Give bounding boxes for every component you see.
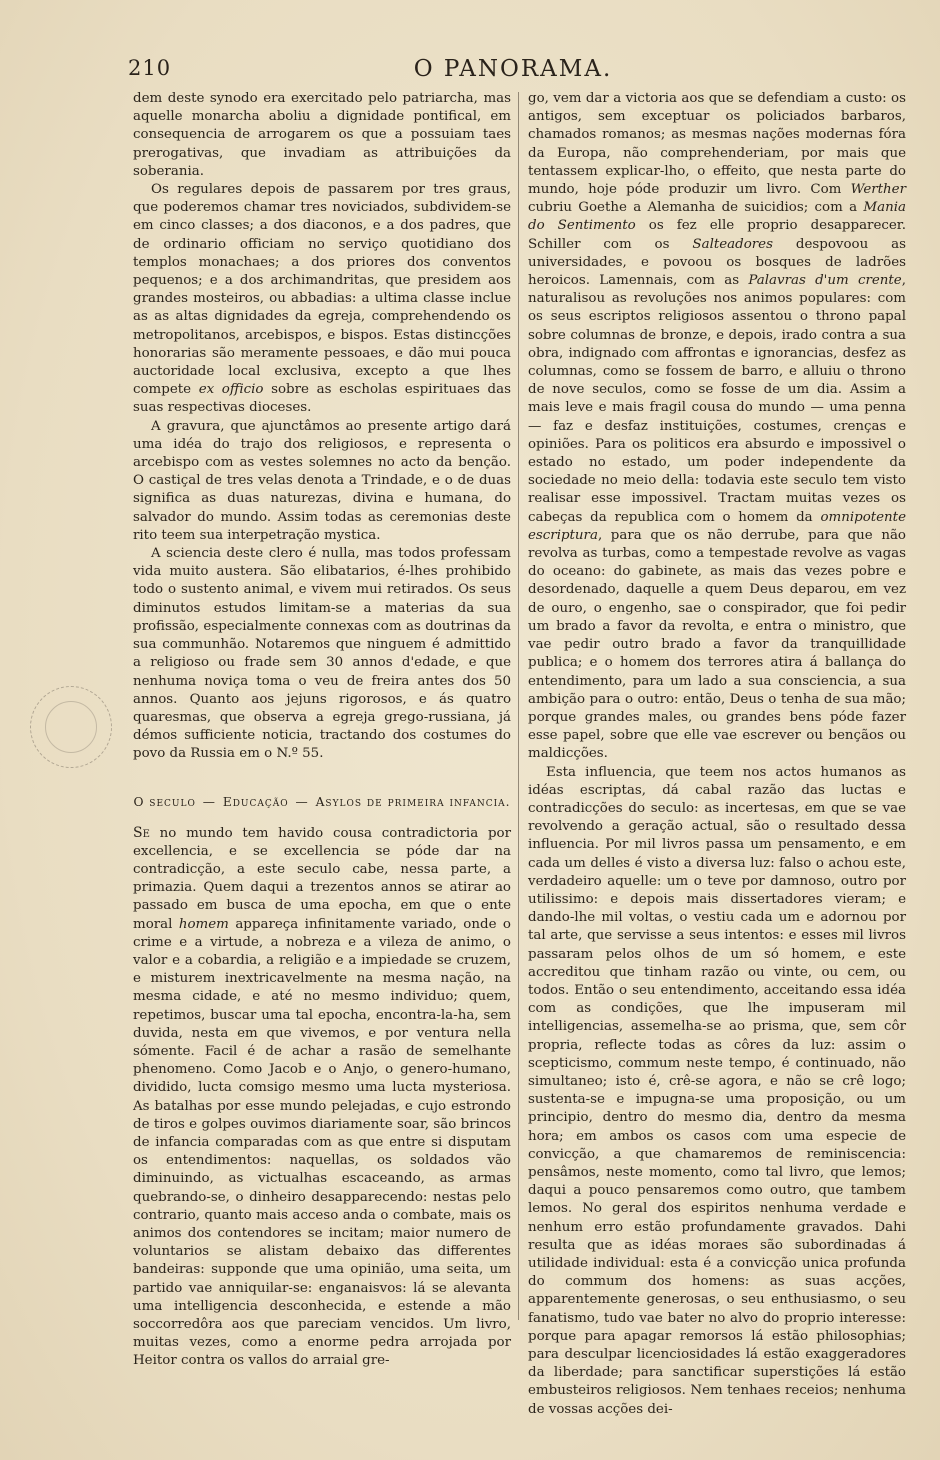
paragraph: dem deste synodo era exercitado pelo patriarcha, mas aquelle monarcha aboliu a dignidade pontifical, em consequencia de arrogarem os que a possuiam taes prerogativas, que invadiam as attribuições da soberania.	[133, 91, 511, 179]
paragraph: Se no mundo tem havido cousa contradictoria por excellencia, e se excellencia se póde dar na contradicção, a este seculo cabe, nessa parte, a primazia. Quem daqui a trezentos annos se atirar ao passado em busca de uma epocha, em que o ente moral homem appareça infinitamente variado, onde o crime e a virtude, a nobreza e a vileza de animo, o valor e a cobardia, a religião e a impiedade se cruzem, e misturem inextricavelmente na mesma nação, na mesma cidade, e até no mesmo individuo; quem, repetimos, buscar uma tal epocha, encontra-la-ha, sem duvida, nesta em que vivemos, e por ventura nella sómente. Facil é de achar a rasão de semelhante phenomeno. Como Jacob e o Anjo, o genero-humano, dividido, lucta comsigo mesmo uma lucta mysteriosa. As batalhas por esse mundo pelejadas, e cujo estrondo de tiros e golpes ouvimos diariamente soar, são brincos de infancia comparadas com as que entre si disputam os entendimentos: naquellas, os soldados vão diminuindo, as victualhas escaceando, as armas quebrando-se, o dinheiro desapparecendo: nestas pelo contrario, quanto mais acceso anda o combate, mais os animos dos contendores se incitam; maior numero de voluntarios se alistam debaixo das differentes bandeiras: supponde que uma opinião, uma seita, um partido vae anniquilar-se: enganaisvos: lá se alevanta uma intelligencia desconhecida, e estende a mão soccorredôra aos que pareciam vencidos. Um livro, muitas vezes, como a enorme pedra arrojada por Heitor contra os vallos do arraial gre-	[133, 824, 511, 1369]
column-divider	[518, 92, 519, 1320]
right-column	[528, 90, 906, 1419]
paragraph: Os regulares depois de passarem por tres graus, que poderemos chamar tres noviciados, subdividem-se em cinco classes; a dos diaconos, e a dos padres, que de ordinario officiam no serviço quotidiano dos templos monachaes; a dos priores dos conventos pequenos; e a dos archimandritas, que presidem aos grandes mosteiros, ou abbadias: a ultima classe inclue as as altas dignidades da egreja, comprehendendo os metropolitanos, arcebispos, e bispos. Estas distincções honorarias são meramente pessoaes, e dão mui pouca auctoridade local exclusiva, excepto a que lhes compete ex officio sobre as escholas espirituaes das suas respectivas dioceses.	[133, 182, 511, 416]
paragraph: A gravura, que ajunctâmos ao presente artigo dará uma idéa do trajo dos religiosos, e representa o arcebispo com as vestes solemnes no acto da benção. O castiçal de tres velas denota a Trindade, e o de duas significa as duas naturezas, divina e humana, do salvador do mundo. Assim todas as ceremonias deste rito teem sua interpetração mystica.	[133, 418, 511, 543]
paragraph: Esta influencia, que teem nos actos humanos as idéas escriptas, dá cabal razão das luctas e contradicções do seculo: as incertesas, em que se vae revolvendo a geração actual, são o resultado dessa influencia. Por mil livros passa um pensamento, e em cada um delles é visto a diversa luz: falso o achou este, verdadeiro aquelle: um o teve por damnoso, outro por utilissimo: e depois mais dissertadores vieram; e dando-lhe mil voltas, o vestiu cada um e adornou por tal arte, que servisse a seus intentos: e esses mil livros passaram pelos olhos de um só homem, e este accreditou que tinham razão ou vinte, ou cem, ou todos. Então o seu entendimento, acceitando essa idéa com as condições, que lhe impuseram mil intelligencias, assemelha-se ao prisma, que, sem côr propria, reflecte todas as côres da luz: assim o scepticismo, commum neste tempo, é continuado, não simultaneo; isto é, crê-se agora, e não se crê logo; sustenta-se e impugna-se uma proposição, ou um principio, dentro do mesmo dia, dentro da mesma hora; em ambos os casos com uma especie de convicção, a que chamaremos de reminiscencia: pensâmos, neste momento, como tal livro, que lemos; daqui a pouco pensaremos como outro, que tambem lemos. No geral dos espiritos nenhuma verdade e nenhum erro estão profundamente gravados. Dahi resulta que as idéas moraes são subordinadas á utilidade individual: esta é a convicção unica profunda do commum dos homens: as suas acções, apparentemente generosas, o seu enthusiasmo, o seu fanatismo, tudo vae bater no alvo do proprio interesse: porque para apagar remorsos lá estão philosophias; para desculpar licenciosidades lá estão exaggeradores da liberdade; para sanctificar superstições lá estão embusteiros religiosos. Nem tenhaes receios; nenhuma de vossas acções dei-	[528, 764, 906, 1417]
masthead-title: O PANORAMA.	[413, 56, 613, 82]
left-column	[133, 90, 511, 1371]
section-heading: O seculo — Educação — Asylos de primeira infancia.	[133, 794, 511, 809]
page-header	[118, 56, 908, 86]
paragraph: A sciencia deste clero é nulla, mas todos professam vida muito austera. São elibatarios, é-lhes prohibido todo o sustento animal, e vivem mui retirados. Os seus diminutos estudos limitam-se a materias da sua profissão, especialmente connexas com as doutrinas da sua communhão. Notaremos que ninguem é admittido a religioso ou frade sem 30 annos d'edade, e que nenhuma noviça toma o veu de freira antes dos 50 annos. Quanto aos jejuns rigorosos, e ás quatro quaresmas, que observa a egreja grego-russiana, já démos sufficiente noticia, tractando dos costumes do povo da Russia em o N.º 55.	[133, 546, 511, 762]
paragraph: go, vem dar a victoria aos que se defendiam a custo: os antigos, sem exceptuar os policiados barbaros, chamados romanos; as mesmas nações modernas fóra da Europa, não comprehenderiam, por mais que tentassem explicar-lho, o effeito, que nesta parte do mundo, hoje póde produzir um livro. Com Werther cubriu Goethe a Alemanha de suicidios; com a Mania do Sentimento os fez elle proprio desapparecer. Schiller com os Salteadores despovoou as universidades, e povoou os bosques de ladrões heroicos. Lamennais, com as Palavras d'um crente, naturalisou as revoluções nos animos populares: com os seus escriptos religiosos assentou o throno papal sobre columnas de bronze, e depois, irado contra a sua obra, indignado com affrontas e ignorancias, desfez as columnas, como se fossem de barro, e alluiu o throno de nove seculos, como se fosse de um dia. Assim a mais leve e mais fragil cousa do mundo — uma penna — faz e desfaz instituições, costumes, crenças e opiniões. Para os politicos era absurdo e impossivel o estado no estado, um poder independente da sociedade no meio della: todavia este seculo tem visto realisar esse impossivel. Tractam muitas vezes os cabeças da republica com o homem da omnipotente escriptura, para que os não derrube, para que não revolva as turbas, como a tempestade revolve as vagas do oceano: do gabinete, as mais das vezes pobre e desordenado, daquelle a quem Deus deparou, em vez de ouro, o engenho, sae o conspirador, que foi pedir um brado a favor da revolta, e entra o ministro, que vae pedir outro brado a favor da tranquillidade publica; e o homem dos terrores atira á ballança do entendimento, para um lado a sua consciencia, a sua ambição para o outro: então, Deus o tenha de sua mão; porque grandes males, ou grandes bens póde fazer esse papel, sobre que elle vae escrever ou bençãos ou maldicções.	[528, 91, 906, 762]
library-stamp	[30, 686, 112, 768]
page-number: 210	[128, 56, 172, 80]
